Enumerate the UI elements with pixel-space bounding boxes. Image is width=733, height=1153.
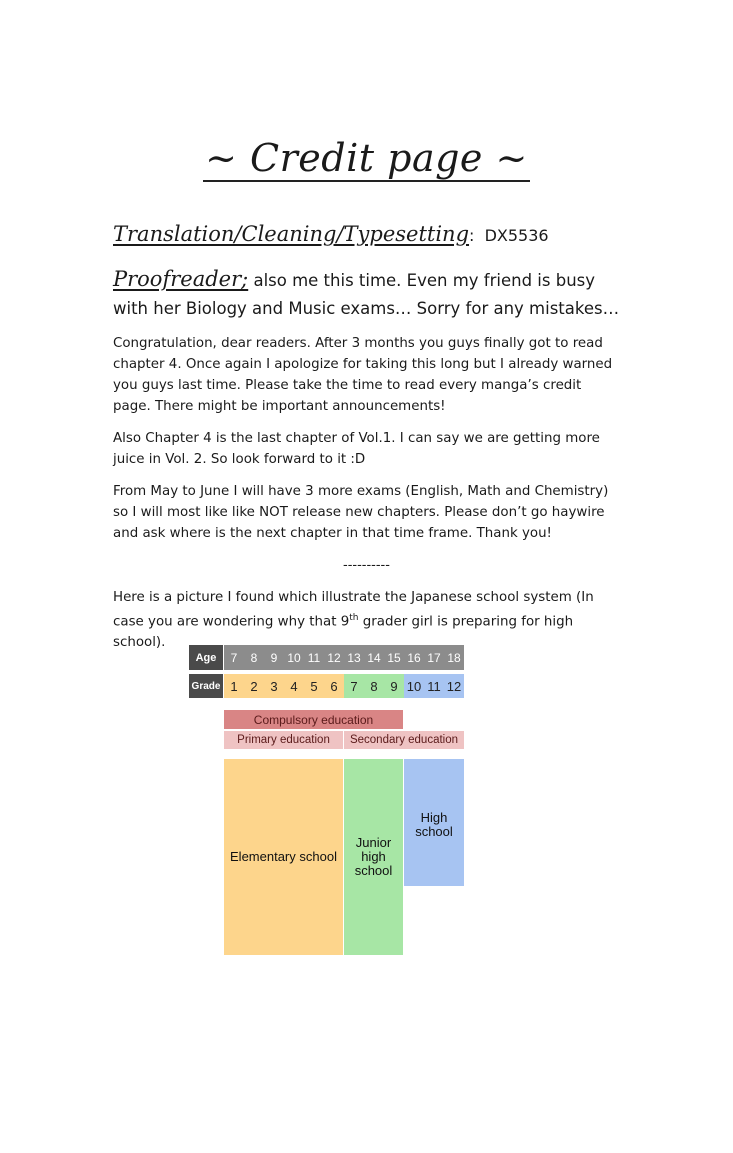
grade-cell: 7 (344, 674, 364, 698)
translation-credit (113, 222, 633, 246)
age-cell: 12 (324, 645, 344, 670)
picture-intro-sup: th (349, 613, 359, 623)
junior-high-school-block: Junior high school (344, 759, 403, 955)
paragraph-exams: From May to June I will have 3 more exams (English, Math and Chemistry) so I will most like like NOT release new chapters. Please don’t go haywire and ask where is the next chapter in that time frame. Thank you! (113, 484, 609, 541)
translation-value: DX5536 (484, 226, 549, 245)
proofreader-credit (113, 265, 633, 323)
proofreader-label: Proofreader; (113, 267, 249, 291)
age-cell: 11 (304, 645, 324, 670)
grade-cell: 9 (384, 674, 404, 698)
grade-cell: 12 (444, 674, 464, 698)
school-system-figure (189, 645, 479, 965)
separator: ---------- (343, 558, 390, 573)
secondary-education-bar: Secondary education (344, 731, 464, 749)
grade-header: Grade (189, 674, 223, 698)
proofreader-value: also me this time. Even my friend is busy with her Biology and Music exams… Sorry for any mistakes… (113, 271, 620, 318)
age-header: Age (189, 645, 223, 670)
compulsory-education-bar: Compulsory education (224, 710, 403, 729)
grade-cell: 10 (404, 674, 424, 698)
age-cell: 17 (424, 645, 444, 670)
paragraph-congrats: Congratulation, dear readers. After 3 months you guys finally got to read chapter 4. Once again I apologize for taking this long but I already warned you guys last time. Please take the time to read every manga’s credit page. There might be important announcements! (113, 336, 613, 414)
translation-separator: : (469, 226, 475, 245)
translation-label: Translation/Cleaning/Typesetting (113, 222, 470, 246)
primary-education-bar: Primary education (224, 731, 343, 749)
page-title: ~ Credit page ~ (205, 136, 528, 180)
picture-intro-after: grader girl is preparing for high school). (113, 614, 574, 651)
age-cell: 9 (264, 645, 284, 670)
grade-cell: 11 (424, 674, 444, 698)
grade-cell: 6 (324, 674, 344, 698)
grade-cell: 8 (364, 674, 384, 698)
age-cell: 10 (284, 645, 304, 670)
page-title-wrap (0, 132, 733, 184)
grade-cell: 1 (224, 674, 244, 698)
grade-cell: 3 (264, 674, 284, 698)
age-cell: 14 (364, 645, 384, 670)
age-cell: 7 (224, 645, 244, 670)
age-cell: 16 (404, 645, 424, 670)
paragraph-volume: Also Chapter 4 is the last chapter of Vol.1. I can say we are getting more juice in Vol. 2. So look forward to it :D (113, 431, 600, 467)
picture-intro-before: Here is a picture I found which illustrate the Japanese school system (In case you are wondering why that 9 (113, 590, 594, 630)
elementary-school-block: Elementary school (224, 759, 343, 955)
grade-cell: 5 (304, 674, 324, 698)
grade-cell: 2 (244, 674, 264, 698)
age-cell: 13 (344, 645, 364, 670)
high-school-block: High school (404, 759, 464, 886)
age-cell: 15 (384, 645, 404, 670)
picture-intro (113, 587, 623, 653)
grade-cell: 4 (284, 674, 304, 698)
age-cell: 8 (244, 645, 264, 670)
age-cell: 18 (444, 645, 464, 670)
